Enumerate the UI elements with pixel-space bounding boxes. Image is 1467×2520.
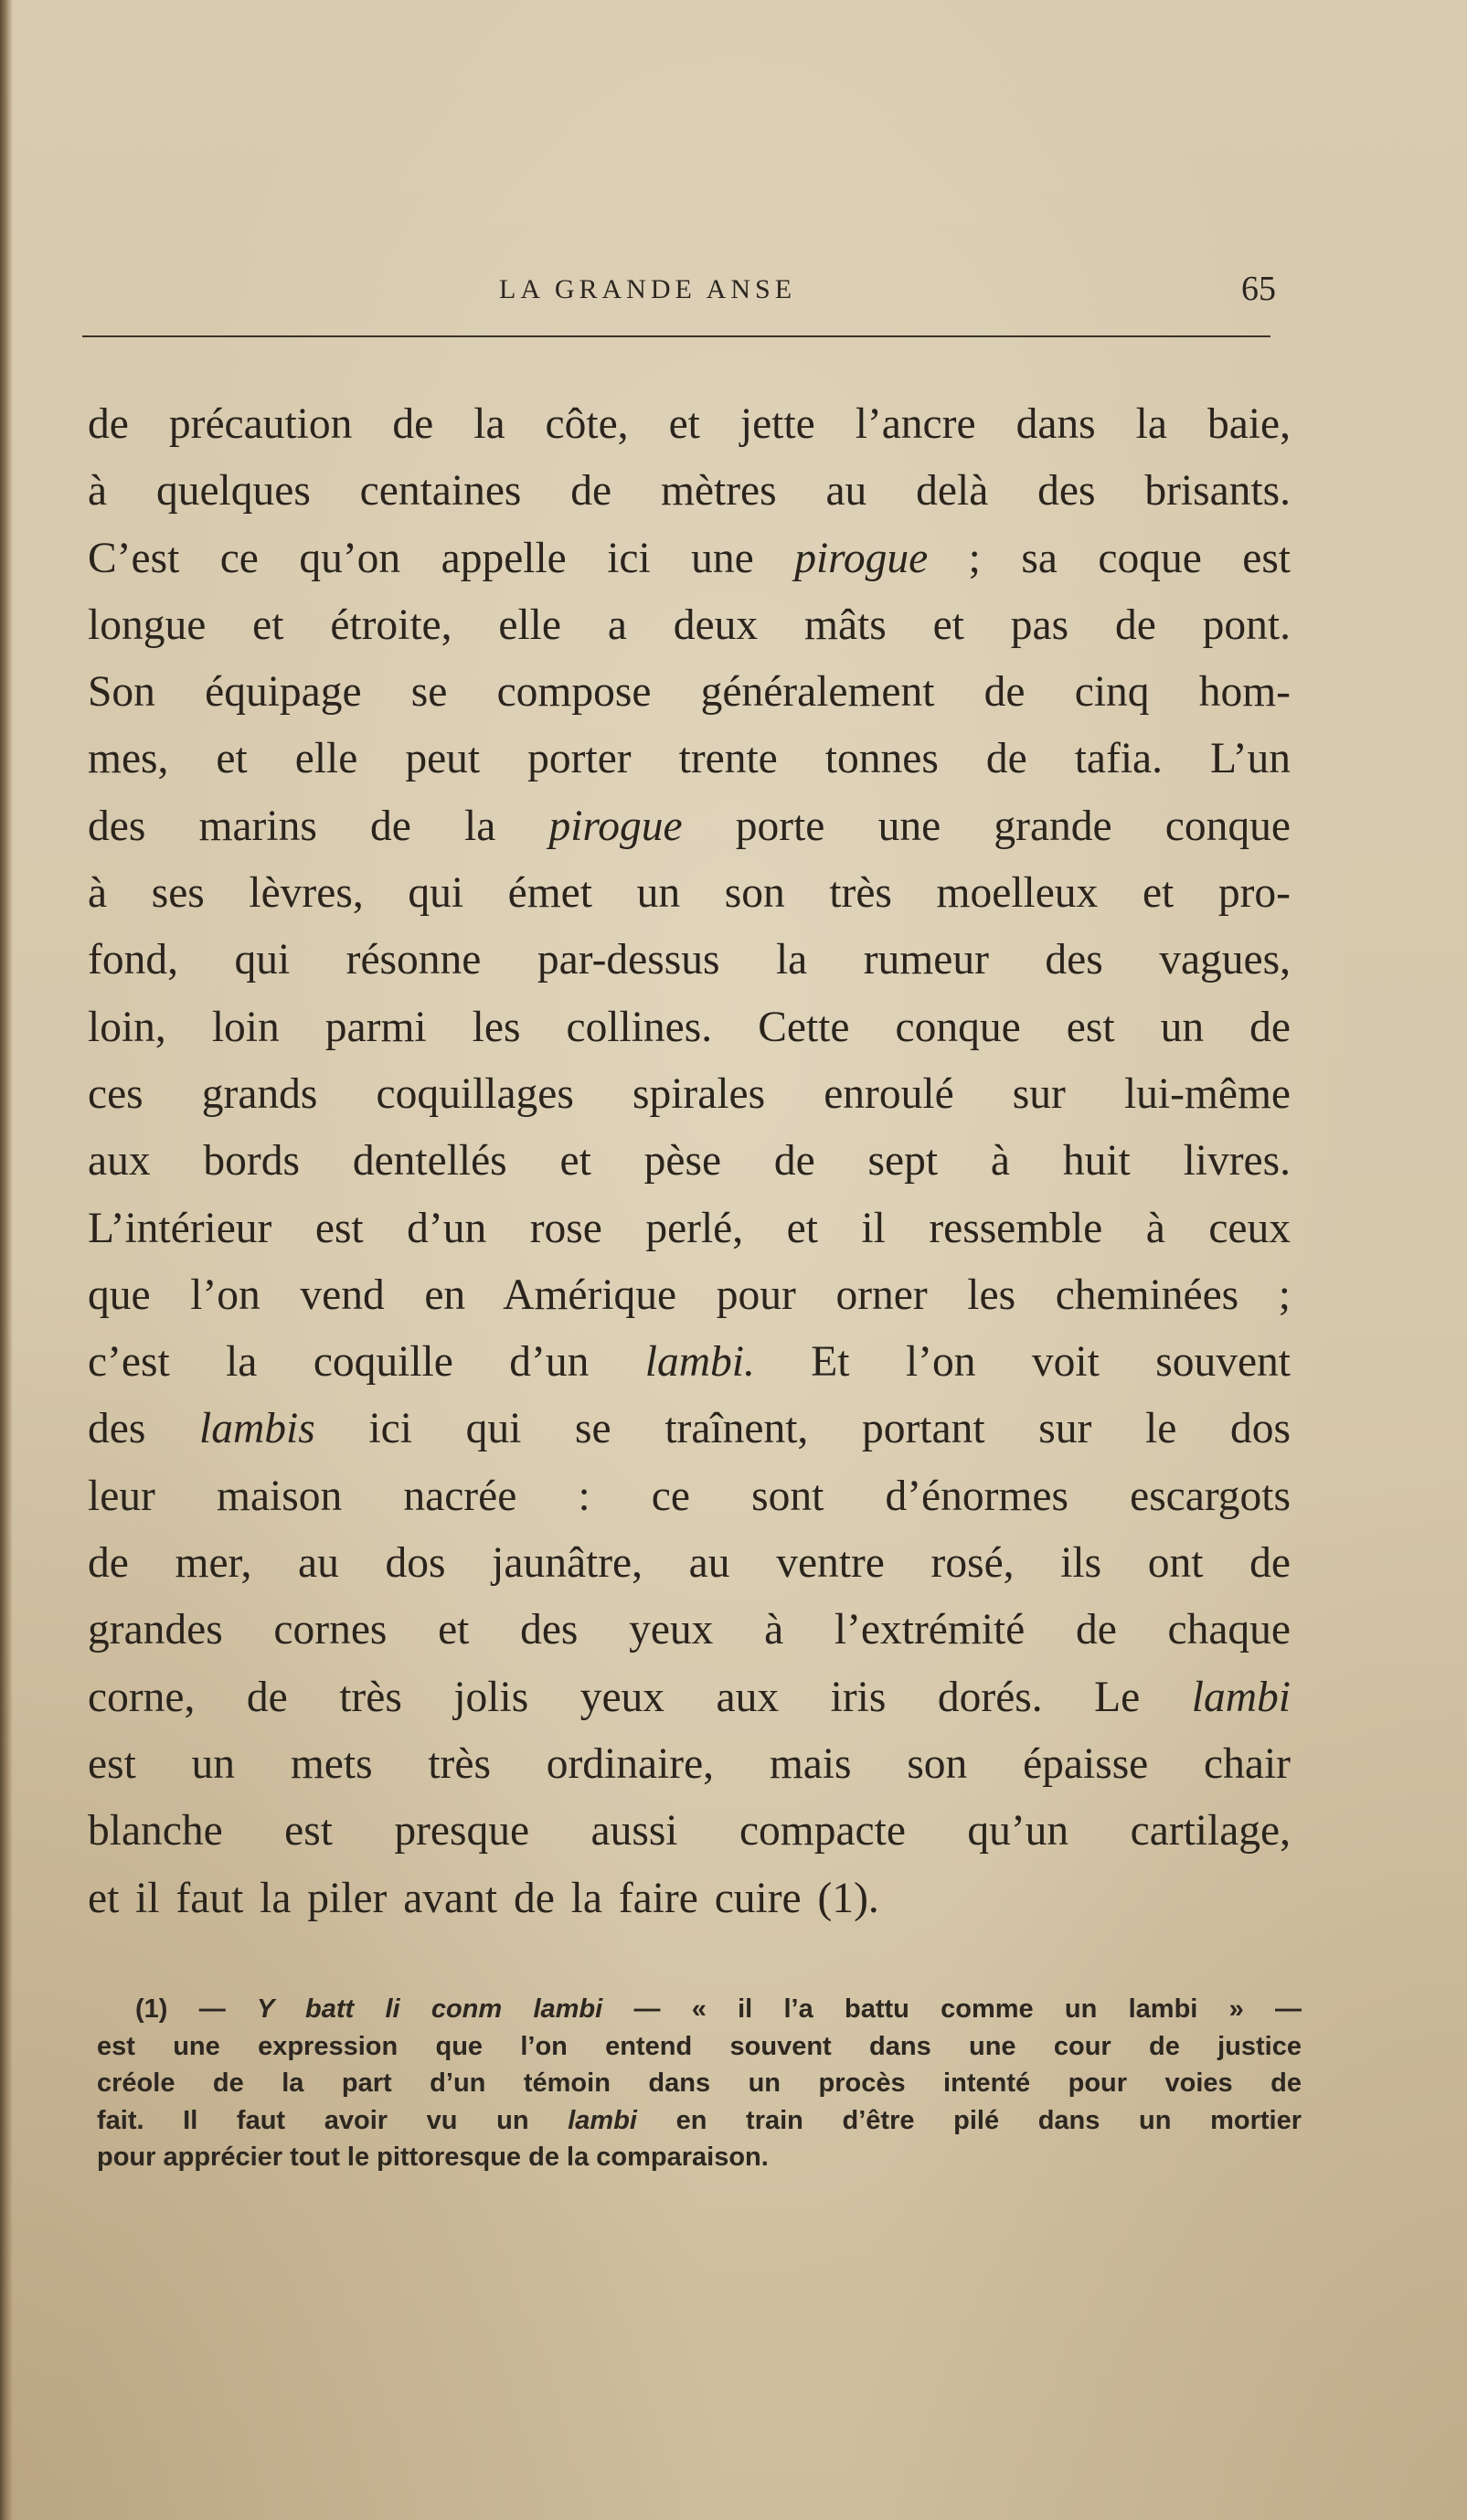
footnote-line: pour apprécier tout le pittoresque de la comparaison. xyxy=(97,2143,769,2172)
text-line: grandes cornes et des yeux à l’extrémité de chaque xyxy=(88,1606,1291,1654)
text-line: fond, qui résonne par-dessus la rumeur des vagues, xyxy=(88,936,1291,984)
text-line: Son équipage se compose généralement de cinq hom- xyxy=(88,668,1291,717)
italic-term: pirogue xyxy=(794,534,929,582)
text-line: à ses lèvres, qui émet un son très moelleux et pro- xyxy=(88,869,1291,918)
italic-term: lambis xyxy=(199,1405,315,1453)
text-line: leur maison nacrée : ce sont d’énormes escargots xyxy=(88,1472,1291,1520)
footnote-line: est une expression que l’on entend souvent dans une cour de justice xyxy=(97,2031,1302,2061)
text-line: et il faut la piler avant de la faire cuire (1). xyxy=(88,1874,879,1922)
page-number: 65 xyxy=(1241,270,1276,308)
text-line: que l’on vend en Amérique pour orner les cheminées ; xyxy=(88,1271,1291,1319)
footnote-line: (1) — Y batt li conm lambi — « il l’a battu comme un lambi » — xyxy=(135,1994,1302,2024)
text-line: L’intérieur est d’un rose perlé, et il ressemble à ceux xyxy=(88,1204,1291,1252)
text-line: blanche est presque aussi compacte qu’un cartilage, xyxy=(88,1807,1291,1855)
italic-term: pirogue xyxy=(548,802,683,850)
text-line: ces grands coquillages spirales enroulé sur lui-même xyxy=(88,1069,1291,1118)
text-line: c’est la coquille d’un lambi. Et l’on voit souvent xyxy=(88,1338,1291,1387)
running-title: LA GRANDE ANSE xyxy=(499,274,797,304)
italic-term: lambi. xyxy=(644,1338,755,1387)
text-line: loin, loin parmi les collines. Cette conque est un de xyxy=(88,1003,1291,1051)
text-line: aux bords dentellés et pèse de sept à huit livres. xyxy=(88,1137,1291,1186)
text-line: corne, de très jolis yeux aux iris dorés. Le lambi xyxy=(88,1673,1291,1721)
footnote-line: créole de la part d’un témoin dans un procès intenté pour voies de xyxy=(97,2068,1302,2098)
body-text xyxy=(88,391,1291,1932)
text-line: de précaution de la côte, et jette l’ancre dans la baie, xyxy=(88,400,1291,448)
italic-term: Y batt li conm lambi xyxy=(256,1994,603,2024)
text-line: est un mets très ordinaire, mais son épaisse chair xyxy=(88,1739,1291,1788)
text-line: à quelques centaines de mètres au delà des brisants. xyxy=(88,467,1291,516)
footnote-line: fait. Il faut avoir vu un lambi en train d’être pilé dans un mortier xyxy=(97,2105,1302,2135)
text-line: de mer, au dos jaunâtre, au ventre rosé, ils ont de xyxy=(88,1539,1291,1588)
running-head xyxy=(88,265,1276,320)
text-line: des lambis ici qui se traînent, portant sur le dos xyxy=(88,1405,1291,1453)
footnote xyxy=(97,1991,1302,2176)
text-line: longue et étroite, elle a deux mâts et pas de pont. xyxy=(88,601,1291,649)
book-spine-edge xyxy=(0,0,13,2520)
italic-term: lambi xyxy=(1191,1673,1291,1721)
header-rule xyxy=(82,335,1270,337)
text-line: mes, et elle peut porter trente tonnes de tafia. L’un xyxy=(88,735,1291,783)
text-line: C’est ce qu’on appelle ici une pirogue ; sa coque est xyxy=(88,534,1291,582)
italic-term: lambi xyxy=(568,2105,637,2135)
text-line: des marins de la pirogue porte une grande conque xyxy=(88,802,1291,850)
